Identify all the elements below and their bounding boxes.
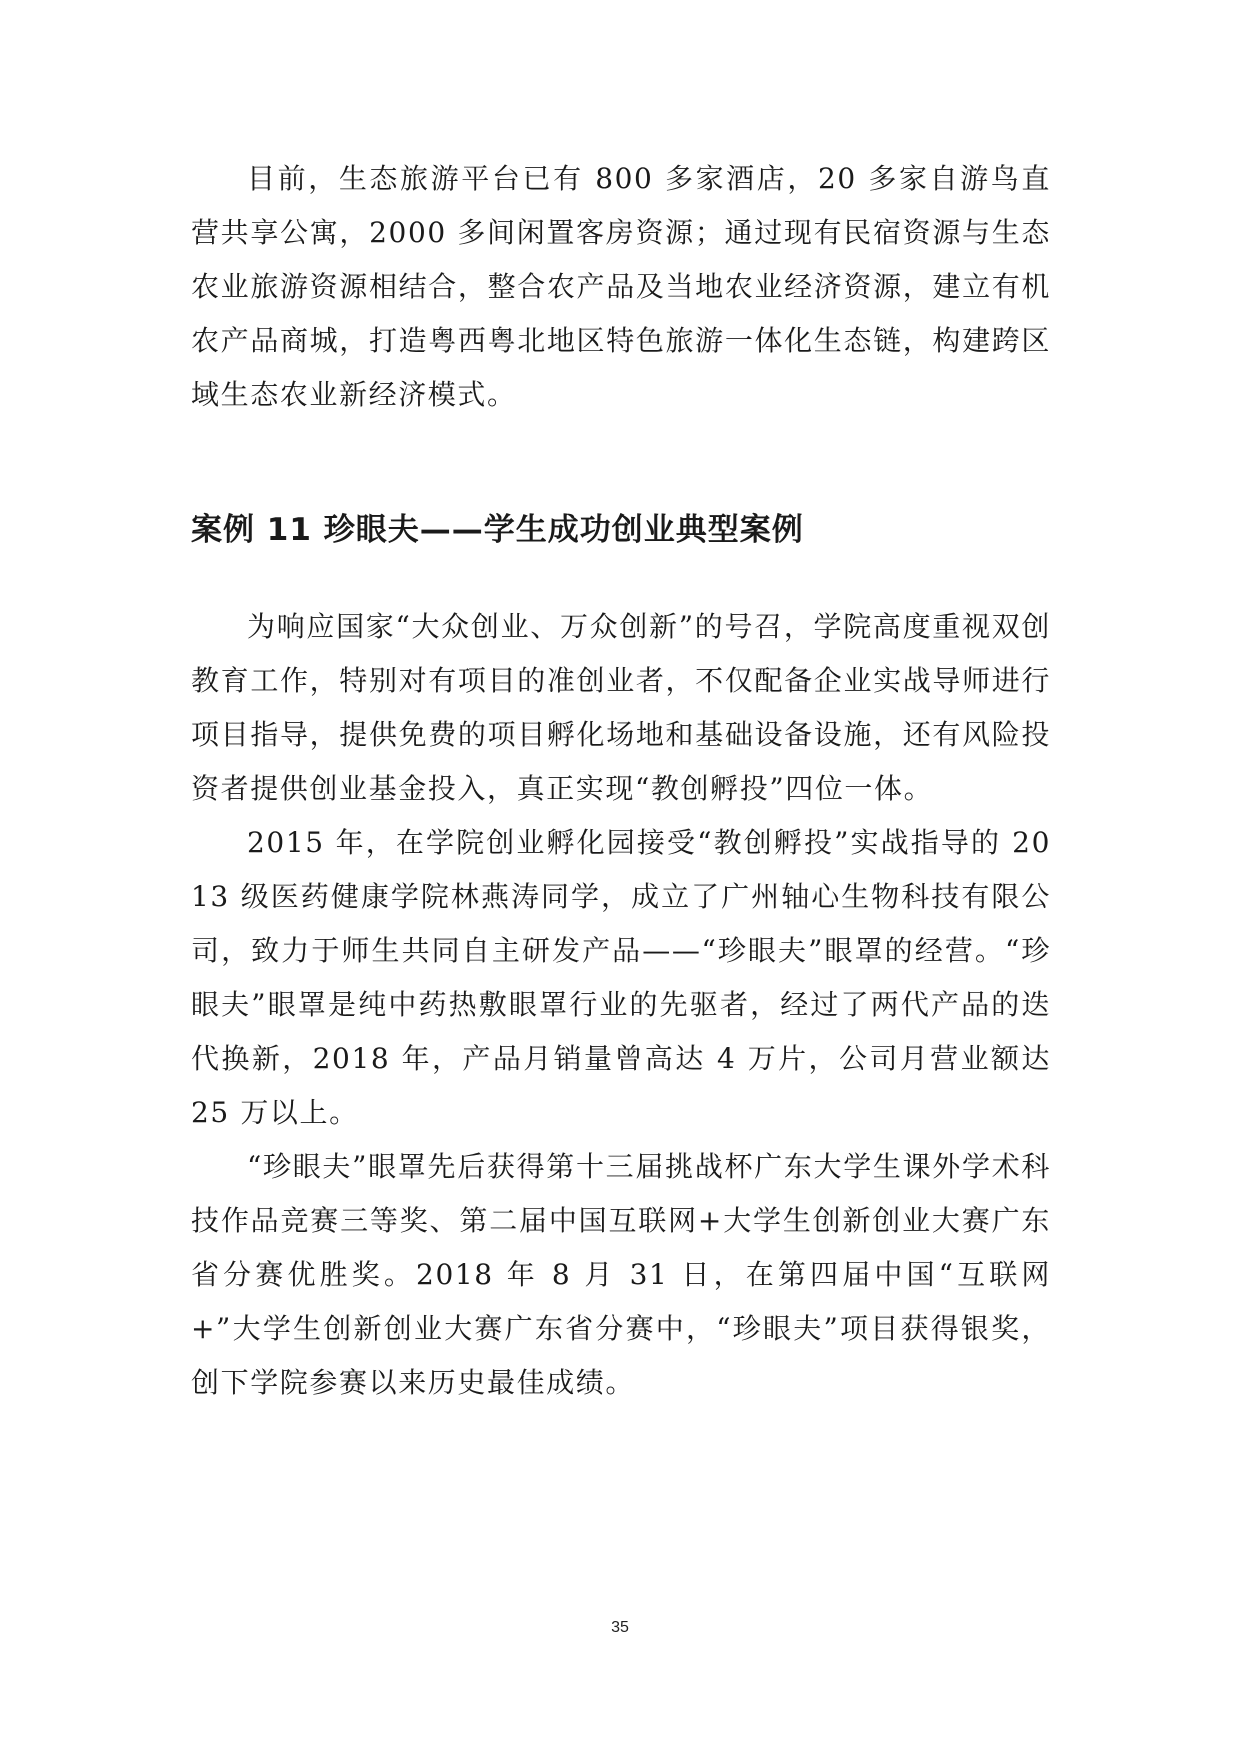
- paragraph: “珍眼夫”眼罩先后获得第十三届挑战杯广东大学生课外学术科技作品竞赛三等奖、第二届中国互联网+大学生创新创业大赛广东省分赛优胜奖。2018 年 8 月 31 日，在第四届中国“互联网+”大学生创新创业大赛广东省分赛中，“珍眼夫”项目获得银奖，创下学院参赛以来历史最佳成绩。: [191, 1150, 1051, 1399]
- intro-text-block: [191, 152, 1051, 422]
- page-number: 35: [611, 1619, 629, 1636]
- paragraph: 为响应国家“大众创业、万众创新”的号召，学院高度重视双创教育工作，特别对有项目的准创业者，不仅配备企业实战导师进行项目指导，提供免费的项目孵化场地和基础设备设施，还有风险投资者提供创业基金投入，真正实现“教创孵投”四位一体。: [191, 610, 1051, 805]
- paragraph: 2015 年，在学院创业孵化园接受“教创孵投”实战指导的 2013 级医药健康学院林燕涛同学，成立了广州轴心生物科技有限公司，致力于师生共同自主研发产品——“珍眼夫”眼罩的经营。“珍眼夫”眼罩是纯中药热敷眼罩行业的先驱者，经过了两代产品的迭代换新，2018 年，产品月销量曾高达 4 万片，公司月营业额达 25 万以上。: [191, 826, 1051, 1129]
- section-heading: 案例 11 珍眼夫——学生成功创业典型案例: [191, 512, 804, 548]
- case-text-block: [191, 600, 1051, 1410]
- paragraph: 目前，生态旅游平台已有 800 多家酒店，20 多家自游鸟直营共享公寓，2000 多间闲置客房资源；通过现有民宿资源与生态农业旅游资源相结合，整合农产品及当地农业经济资源，建立有机农产品商城，打造粤西粤北地区特色旅游一体化生态链，构建跨区域生态农业新经济模式。: [191, 162, 1051, 411]
